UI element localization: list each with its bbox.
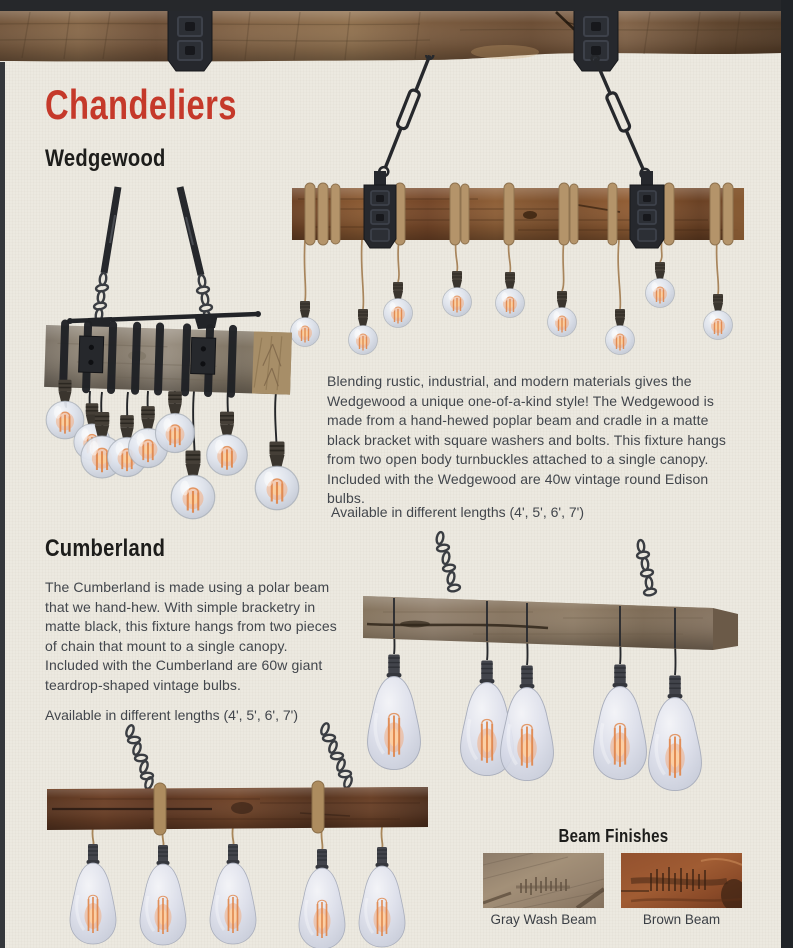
right-frame-strip — [781, 0, 793, 948]
beam — [363, 596, 738, 650]
brown-beam-swatch — [621, 853, 742, 908]
brown-beam-caption: Brown Beam — [642, 912, 721, 927]
cumberland-heading: Cumberland — [45, 535, 166, 562]
wedgewood-description: Blending rustic, industrial, and modern materials gives the Wedgewood a unique one-of-a-kind style! The Wedgewood is made from a hand-hewed poplar beam and cradle in a matte black bracket with square washers and bolts. This fixture hangs from two open body turnbuckles attached to a single canopy. Included with the Wedgewood are 40w vintage round Edison bulbs. — [327, 373, 727, 506]
edison-bulbs — [46, 380, 299, 519]
turnbuckle-right — [589, 55, 651, 180]
wedgewood-availability: Available in different lengths (4', 5', 6', 7') — [331, 504, 584, 520]
wedgewood-gray-chandelier-photo — [18, 185, 310, 520]
edison-bulbs — [291, 262, 733, 355]
gray-wash-beam-swatch — [483, 853, 604, 908]
cumberland-description: The Cumberland is made using a polar beam that we hand-hew. With simple bracketry in matte black, this fixture hangs from two pieces of chain that mount to a single canopy. Included with the Cumberland are 60w giant teardrop-shaped vintage bulbs. — [45, 579, 337, 693]
left-frame-strip — [0, 62, 5, 948]
header-bracket-left — [168, 10, 212, 71]
beam-finishes-heading: Beam Finishes — [557, 826, 668, 846]
cumberland-dark-chandelier-photo — [0, 713, 465, 948]
turnbuckle-left — [377, 55, 435, 178]
beam — [44, 319, 292, 400]
teardrop-bulbs — [70, 844, 405, 948]
beam — [47, 781, 428, 835]
cumberland-availability: Available in different lengths (4', 5', 6', 7') — [45, 707, 298, 723]
wedgewood-brown-chandelier-photo — [278, 55, 750, 357]
beam-bracket-left — [364, 171, 396, 248]
beam — [292, 188, 744, 240]
page-title — [45, 81, 291, 128]
page-title-text: Chandeliers — [45, 81, 237, 128]
gray-wash-beam-caption: Gray Wash Beam — [490, 912, 597, 927]
hanging-chains — [436, 531, 657, 596]
top-frame-bar — [0, 0, 793, 11]
beam-bracket-right — [630, 171, 664, 248]
hanger-straps — [104, 187, 201, 275]
wedgewood-heading: Wedgewood — [45, 145, 166, 172]
hanging-chains — [125, 722, 353, 789]
